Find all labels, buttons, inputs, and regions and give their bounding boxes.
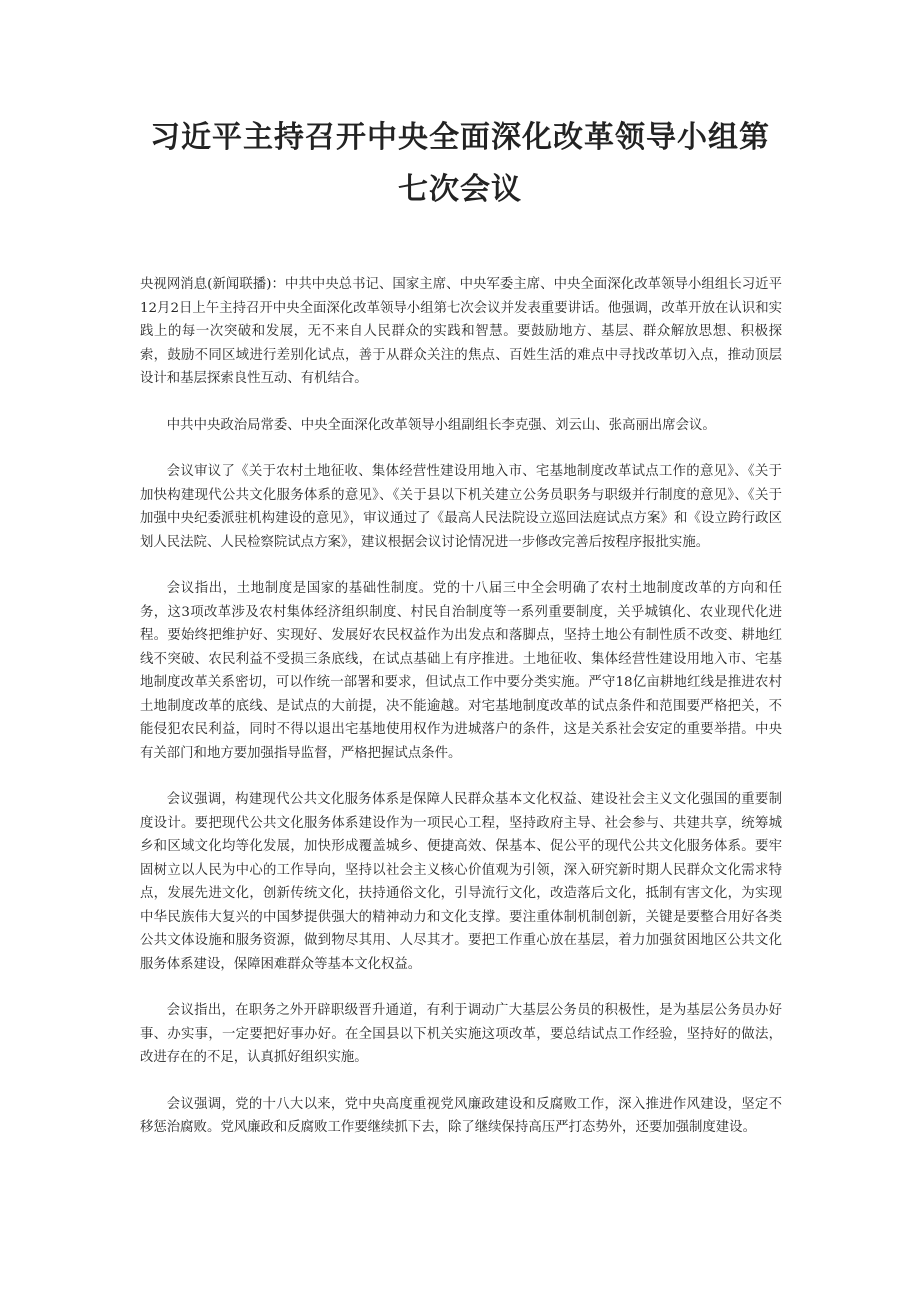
paragraph-public-culture: 会议强调，构建现代公共文化服务体系是保障人民群众基本文化权益、建设社会主义文化强国的重要制度设计。要把现代公共文化服务体系建设作为一项民心工程，坚持政府主导、社会参与、共建共享，统筹城乡和区域文化均等化发展，加快形成覆盖城乡、便捷高效、保基本、促公平的现代公共文化服务体系。要牢固树立以人民为中心的工作导向，坚持以社会主义核心价值观为引领，深入研究新时期人民群众文化需求特点，发展先进文化，创新传统文化，扶持通俗文化，引导流行文化，改造落后文化，抵制有害文化，为实现中华民族伟大复兴的中国梦提供强大的精神动力和文化支撑。要注重体制机制创新，关键是要整合用好各类公共文体设施和服务资源，做到物尽其用、人尽其才。要把工作重心放在基层，着力加强贫困地区公共文化服务体系建设，保障困难群众等基本文化权益。: [140, 792, 782, 972]
article-body: [140, 273, 782, 1163]
paragraph-attendees: 中共中央政治局常委、中央全面深化改革领导小组副组长李克强、刘云山、张高丽出席会议。: [166, 417, 716, 433]
paragraph-anti-corruption: 会议强调，党的十八大以来，党中央高度重视党风廉政建设和反腐败工作，深入推进作风建设，坚定不移惩治腐败。党风廉政和反腐败工作要继续抓下去，除了继续保持高压严打态势外，还要加强制度建设。: [140, 1096, 782, 1135]
paragraph-documents-reviewed: 会议审议了《关于农村土地征收、集体经营性建设用地入市、宅基地制度改革试点工作的意见》、《关于加快构建现代公共文化服务体系的意见》、《关于县以下机关建立公务员职务与职级并行制度的意见》、《关于加强中央纪委派驻机构建设的意见》，审议通过了《最高人民法院设立巡回法庭试点方案》和《设立跨行政区划人民法院、人民检察院试点方案》，建议根据会议讨论情况进一步修改完善后按程序报批实施。: [140, 464, 782, 550]
paragraph-civil-service-rank: 会议指出，在职务之外开辟职级晋升通道，有利于调动广大基层公务员的积极性，是为基层公务员办好事、办实事，一定要把好事办好。在全国县以下机关实施这项改革，要总结试点工作经验，坚持好的做法，改进存在的不足，认真抓好组织实施。: [140, 1003, 782, 1065]
paragraph-land-reform: 会议指出，土地制度是国家的基础性制度。党的十八届三中全会明确了农村土地制度改革的方向和任务，这3项改革涉及农村集体经济组织制度、村民自治制度等一系列重要制度，关乎城镇化、农业现代化进程。要始终把维护好、实现好、发展好农民权益作为出发点和落脚点，坚持土地公有制性质不改变、耕地红线不突破、农民利益不受损三条底线，在试点基础上有序推进。土地征收、集体经营性建设用地入市、宅基地制度改革关系密切，可以作统一部署和要求，但试点工作中要分类实施。严守18亿亩耕地红线是推进农村土地制度改革的底线、是试点的大前提，决不能逾越。对宅基地制度改革的试点条件和范围要严格把关，不能侵犯农民利益，同时不得以退出宅基地使用权作为进城落户的条件，这是关系社会安定的重要举措。中央有关部门和地方要加强指导监督，严格把握试点条件。: [140, 581, 782, 761]
document-title: 习近平主持召开中央全面深化改革领导小组第七次会议: [150, 120, 770, 207]
paragraph-lead: 央视网消息(新闻联播)：中共中央总书记、国家主席、中央军委主席、中央全面深化改革领导小组组长习近平12月2日上午主持召开中央全面深化改革领导小组第七次会议并发表重要讲话。他强调，改革开放在认识和实践上的每一次突破和发展，无不来自人民群众的实践和智慧。要鼓励地方、基层、群众解放思想、积极探索，鼓励不同区域进行差别化试点，善于从群众关注的焦点、百姓生活的难点中寻找改革切入点，推动顶层设计和基层探索良性互动、有机结合。: [140, 277, 782, 386]
